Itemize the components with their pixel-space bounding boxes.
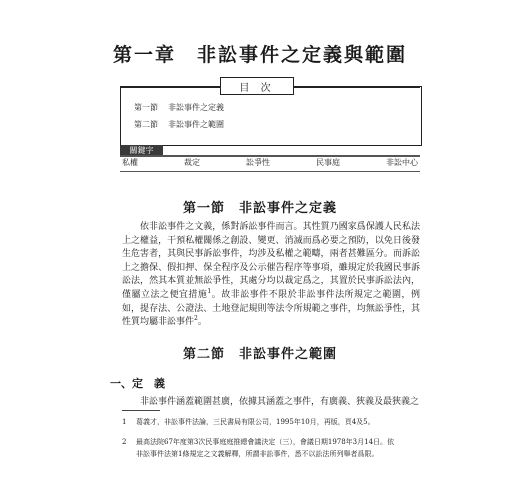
keywords-list — [122, 157, 418, 168]
footnote-text: 非訟事件法第1條規定之文義解釋，所謂非訟事件，悉不以訟法所列舉者爲限。 — [136, 450, 379, 458]
keyword: 民事庭 — [316, 158, 340, 167]
footnote-rule — [122, 410, 160, 411]
toc-item-title: 非訟事件之範圍 — [168, 120, 224, 129]
keyword: 非訟中心 — [386, 158, 418, 167]
toc-item-section: 第二節 — [134, 120, 158, 129]
keywords-label: 關鍵字 — [120, 145, 163, 156]
section-title: 第二節 非訟事件之範圍 — [182, 347, 337, 362]
keyword: 私權 — [122, 158, 138, 167]
chapter-title: 第一章 非訟事件之定義與範圍 — [112, 44, 407, 66]
paragraph-text: 依非訟事件之文義，係對訴訟事件而言。其性質乃國家爲保護人民私法上之權益，干預私權關係之創設、變更、消滅而爲必要之預防，以免日後發生危害者，其與民事訴訟事件，均涉及私權之範疇，兩者甚難區分。而訴訟上之擔保、假扣押、保全程序及公示催告程序等事項，雖規定於我國民事訴訟法，然其本質並無訟爭性，其處分均以裁定爲之，其置於民事訴訟法內，僅屬立法之便宜措施 — [122, 222, 420, 300]
paragraph-text: 。故非訟事件不限於非訟事件法所規定之範圍，例如，提存法、公證法、土地登記規則等法令所規範之事件，均無訟爭性，其性質均屬非訟事件 — [122, 289, 420, 328]
footnote-ref[interactable]: 2 — [194, 315, 198, 323]
keywords-rule-bottom — [120, 171, 420, 172]
footnote-ref[interactable]: 1 — [207, 287, 212, 295]
toc-item-section: 第一節 — [134, 103, 158, 112]
subsection-paragraph: 非訟事件涵蓋範圍甚廣，依據其涵蓋之事件，有廣義、狹義及最狹義之 — [140, 397, 420, 407]
toc-box — [120, 86, 422, 146]
footnote-text: 最高法院67年度第3次民事庭庭推總會議決定（三），會議日期1978年3月14日。依 — [136, 438, 395, 446]
section-paragraph — [122, 221, 420, 330]
footnote — [122, 416, 420, 428]
footnote-number: 2 — [122, 438, 127, 446]
keyword: 裁定 — [184, 158, 200, 167]
section-title: 第一節 非訟事件之定義 — [182, 201, 337, 216]
footnote-text: 葛義才，非訟事件法論，三民書局有限公司，1995年10月，再版，頁4及5。 — [136, 418, 375, 426]
toc-rule-left — [120, 86, 220, 88]
toc-rule-right — [294, 86, 420, 88]
keyword: 訟爭性 — [246, 158, 270, 167]
toc-heading: 目 次 — [220, 77, 294, 95]
footnote — [122, 436, 420, 460]
paragraph-text: 。 — [197, 317, 207, 328]
footnote-number: 1 — [122, 418, 127, 426]
toc-item[interactable] — [134, 102, 224, 113]
subsection-heading: 一、定 義 — [110, 377, 165, 390]
toc-item-title: 非訟事件之定義 — [168, 103, 224, 112]
toc-item[interactable] — [134, 119, 224, 130]
